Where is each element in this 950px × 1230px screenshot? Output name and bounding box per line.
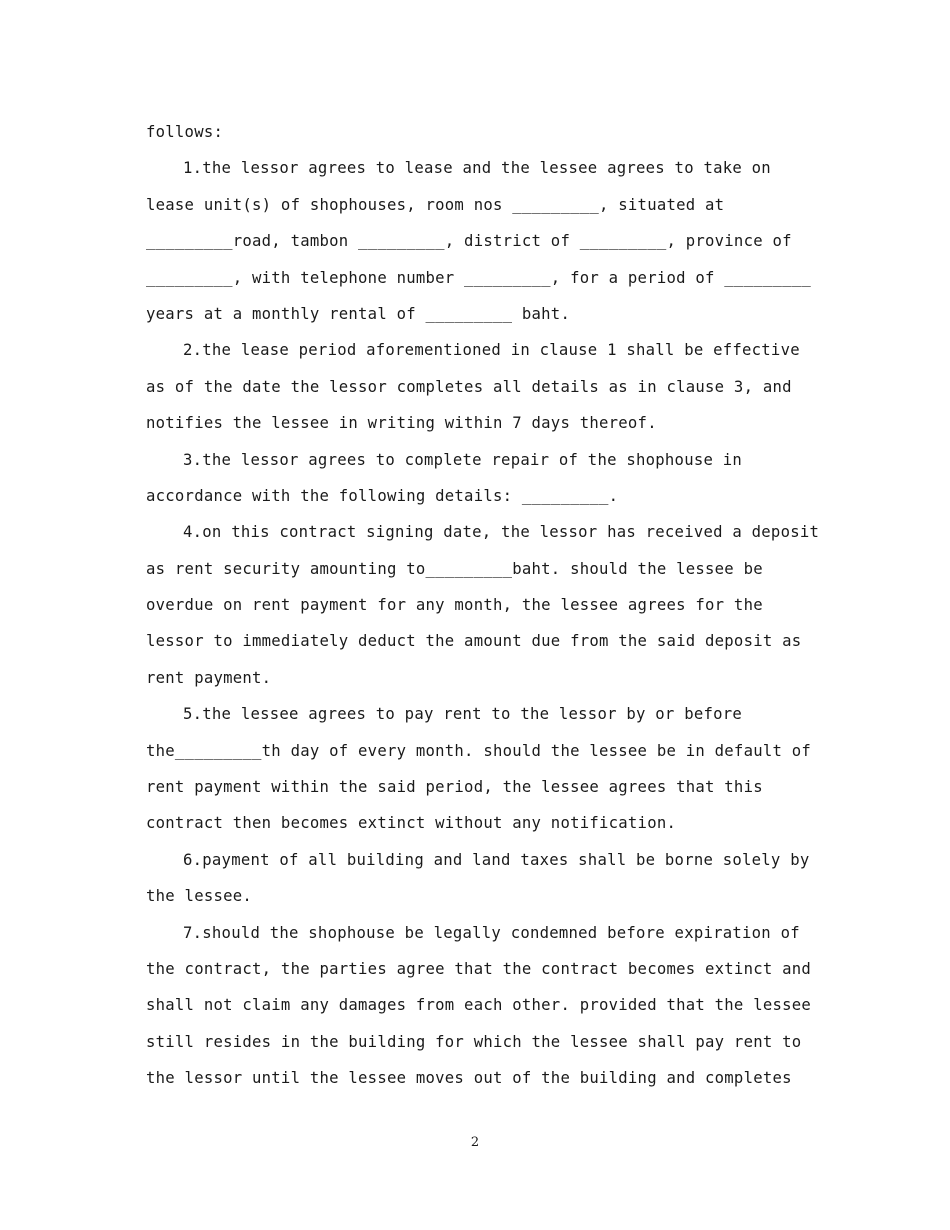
text-line: shall not claim any damages from each other. provided that the lessee bbox=[146, 996, 812, 1015]
text-line: follows: bbox=[146, 123, 224, 141]
text-line: contract then becomes extinct without any notification. bbox=[146, 814, 677, 833]
text-line: _________road, tambon _________, district of _________, province of bbox=[146, 232, 792, 251]
text-line: overdue on rent payment for any month, the lessee agrees for the bbox=[146, 596, 763, 615]
text-line: the contract, the parties agree that the contract becomes extinct and bbox=[146, 959, 812, 978]
text-line: the_________th day of every month. should the lessee be in default of bbox=[146, 741, 812, 760]
text-line: rent payment. bbox=[146, 668, 272, 687]
text-line: 7.should the shophouse be legally condemned before expiration of bbox=[183, 923, 800, 942]
text-line: 4.on this contract signing date, the lessor has received a deposit bbox=[183, 523, 820, 542]
text-line: rent payment within the said period, the lessee agrees that this bbox=[146, 778, 763, 797]
text-line: accordance with the following details: _________. bbox=[146, 486, 619, 505]
text-line: as of the date the lessor completes all details as in clause 3, and bbox=[146, 377, 792, 396]
document-body bbox=[146, 114, 820, 1097]
text-line: lease unit(s) of shophouses, room nos _________, situated at bbox=[146, 195, 725, 214]
text-line: _________, with telephone number _________, for a period of _________ bbox=[146, 268, 812, 287]
text-line: 1.the lessor agrees to lease and the lessee agrees to take on bbox=[183, 159, 771, 178]
text-line: notifies the lessee in writing within 7 days thereof. bbox=[146, 414, 657, 433]
text-line: 5.the lessee agrees to pay rent to the lessor by or before bbox=[183, 705, 743, 724]
page-number: 2 bbox=[470, 1135, 480, 1150]
text-line: 6.payment of all building and land taxes shall be borne solely by bbox=[183, 850, 810, 869]
text-line: lessor to immediately deduct the amount due from the said deposit as bbox=[146, 632, 802, 651]
text-line: as rent security amounting to_________baht. should the lessee be bbox=[146, 559, 763, 578]
text-line: still resides in the building for which the lessee shall pay rent to bbox=[146, 1032, 802, 1051]
text-line: the lessor until the lessee moves out of the building and completes bbox=[146, 1069, 792, 1088]
text-line: the lessee. bbox=[146, 887, 253, 906]
text-line: 3.the lessor agrees to complete repair of the shophouse in bbox=[183, 450, 743, 469]
text-line: 2.the lease period aforementioned in clause 1 shall be effective bbox=[183, 341, 800, 360]
text-line: years at a monthly rental of _________ baht. bbox=[146, 304, 571, 323]
